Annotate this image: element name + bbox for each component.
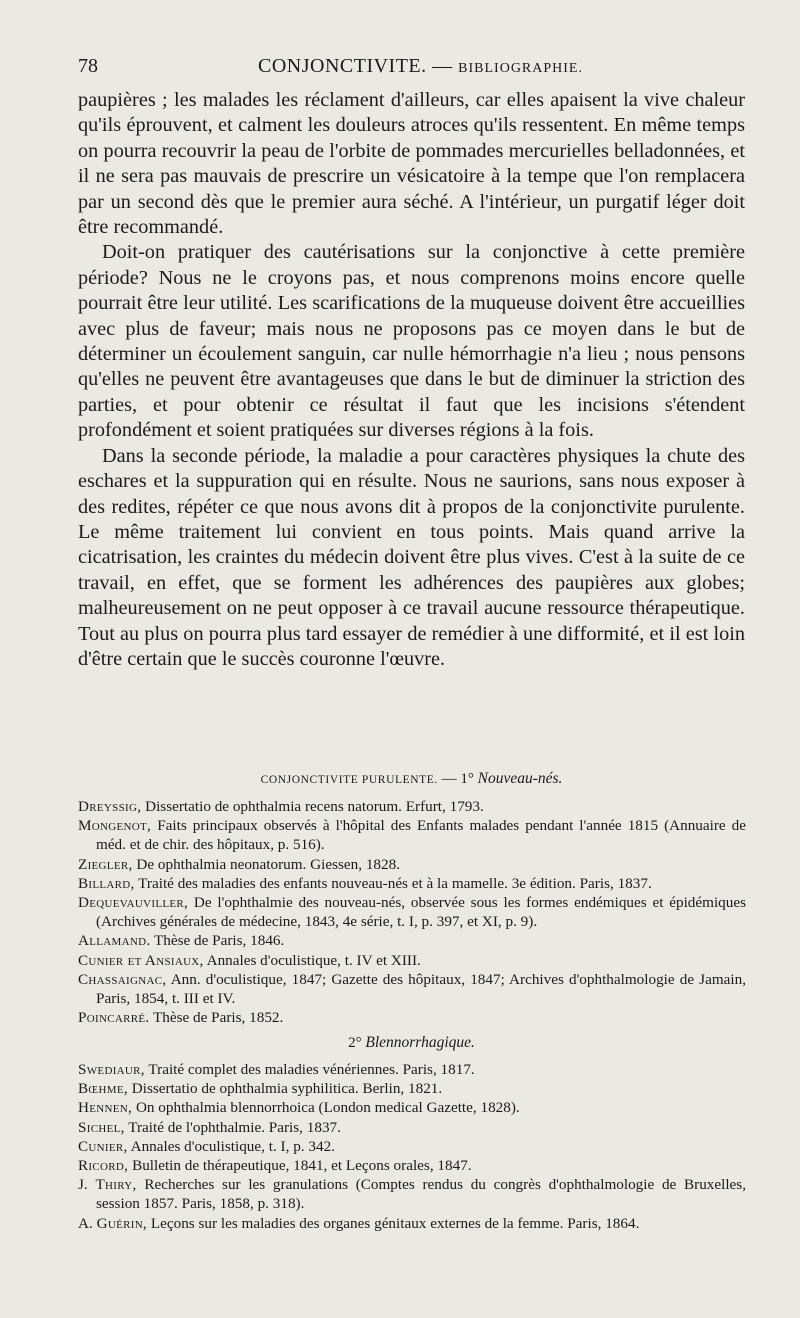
bib-author: Ziegler, (78, 855, 133, 873)
bib-entry (78, 816, 746, 854)
bib-author: Chassaignac, (78, 970, 167, 988)
paragraph-second-period: Dans la seconde période, la maladie a pour caractères physiques la chute des eschares et la suppuration qui en résulte. Nous ne saurions, sans nous exposer à des redites, répéter ce que nous avons dit à propos de la conjonctivite purulente. Le même traitement lui convient en tous points. Mais quand arrive la cicatrisation, les craintes du médecin doivent être plus vives. C'est à la suite de ce travail, en effet, que se forment les adhérences des paupières aux globes; malheureusement on ne peut opposer à ce travail aucune ressource thérapeutique. Tout au plus on pourra plus tard essayer de remédier à une difformité, et il est loin d'être certain que le succès couronne l'œuvre. (78, 444, 745, 670)
bib-entry (78, 1079, 746, 1098)
bib-author: Ricord, (78, 1157, 129, 1175)
bib-text: Dissertatio de ophthalmia syphilitica. Berlin, 1821. (127, 1080, 443, 1098)
bib-entry (78, 855, 746, 874)
bib-text: Thèse de Paris, 1852. (149, 1009, 284, 1027)
bib-text: Dissertatio de ophthalmia recens natorum. Erfurt, 1793. (141, 798, 484, 815)
bib-entry (78, 1137, 746, 1156)
bibliography-newborns (78, 797, 746, 1027)
bib-text: Recherches sur les granulations (Comptes rendus du congrès d'ophthalmologie de Bruxelles, session 1857. Paris, 1858, p. 318). (96, 1176, 747, 1213)
bib-entry (78, 1008, 746, 1027)
bib-entry (78, 1118, 746, 1137)
bib-text: Annales d'oculistique, t. I, p. 342. (127, 1137, 335, 1155)
section-heading-italic: Blennorrhagique. (365, 1034, 475, 1051)
running-title-main: CONJONCTIVITE. (258, 55, 427, 77)
bib-text: Traité de l'ophthalmie. Paris, 1837. (124, 1118, 341, 1136)
bib-entry (78, 1098, 746, 1117)
bibliography-blennorrhagic (78, 1060, 746, 1233)
bib-entry (78, 797, 746, 816)
bib-author: Hennen, (78, 1099, 133, 1117)
bib-entry (78, 893, 746, 931)
running-title (258, 55, 583, 78)
bib-author: Dreyssig, (78, 798, 142, 815)
bib-text: Traité complet des maladies vénériennes. Paris, 1817. (144, 1061, 475, 1078)
bib-author: Mongenot, (78, 817, 152, 835)
section-heading-number: 1° (460, 771, 474, 787)
bib-text: Ann. d'oculistique, 1847; Gazette des hôpitaux, 1847; Archives d'ophthalmologie de Jamain, Paris, 1854, t. III et IV. (96, 970, 746, 1008)
bib-text: On ophthalmia blennorrhoica (London medical Gazette, 1828). (132, 1099, 520, 1117)
paragraph-continuation: paupières ; les malades les réclament d'ailleurs, car elles apaisent la vive chaleur qu'ils éprouvent, et calment les douleurs atroces qu'ils ressentent. En même temps on pourra recouvrir la peau de l'orbite de pommades mercurielles belladonnées, et il ne sera pas mauvais de prescrire un vésicatoire à la tempe que l'on remplacera par un second dès que le premier aura séché. A l'intérieur, un purgatif léger doit être recommandé. (78, 89, 745, 239)
bib-initial: J. (78, 1176, 88, 1194)
bib-text: Bulletin de thérapeutique, 1841, et Leçons orales, 1847. (128, 1157, 472, 1175)
bib-author: Dequevauviller, (78, 894, 189, 912)
bib-text: Annales d'oculistique, t. IV et XIII. (203, 951, 421, 969)
section-heading-blennorrhagic (78, 1034, 745, 1052)
main-text (78, 88, 745, 672)
bib-text: Thèse de Paris, 1846. (150, 932, 285, 950)
bib-author: Sichel, (78, 1118, 125, 1136)
bib-entry (78, 1060, 746, 1079)
bib-entry (78, 1214, 746, 1233)
bib-text: De l'ophthalmie des nouveau-nés, observée sous les formes endémiques et épidémiques (Archives générales de médecine, 1843, 4e série, t. I, p. 397, et XI, p. 9). (96, 894, 746, 931)
bib-author: Thiry, (95, 1176, 137, 1194)
bib-author: Poincarré. (78, 1009, 150, 1027)
bib-entry (78, 1156, 746, 1175)
section-heading-newborns (78, 770, 745, 788)
paragraph-cauterisations: Doit-on pratiquer des cautérisations sur la conjonctive à cette première période? Nous ne le croyons pas, et nous comprenons moins encore quelle pourrait être leur utilité. Les scarifications de la muqueuse doivent être accueillies avec plus de faveur; mais nous ne proposons pas ce moyen dans le but de déterminer un écoulement sanguin, car nulle hémorrhagie n'a lieu ; nous pensons qu'elles ne peuvent être avantageuses que dans le but de diminuer la striction des parties, et pour obtenir ce résultat il faut que les incisions s'étendent profondément et soient pratiquées sur diverses régions à la fois. (78, 241, 745, 442)
running-header (78, 55, 746, 85)
bib-text: Leçons sur les maladies des organes génitaux externes de la femme. Paris, 1864. (147, 1214, 640, 1232)
section-heading-caps: CONJONCTIVITE PURULENTE. (260, 774, 438, 786)
bib-author: Bœhme, (78, 1080, 128, 1098)
bib-text: De ophthalmia neonatorum. Giessen, 1828. (132, 855, 400, 873)
bib-text: Faits principaux observés à l'hôpital des Enfants malades pendant l'année 1815 (Annuaire de méd. et de chir. des hôpitaux, p. 516). (96, 817, 746, 854)
bib-entry (78, 1175, 746, 1213)
bib-entry (78, 951, 746, 970)
bib-author: Cunier et Ansiaux, (78, 951, 204, 969)
running-title-section: BIBLIOGRAPHIE. (458, 61, 583, 76)
running-title-separator: — (432, 55, 453, 77)
section-heading-italic: Nouveau-nés. (477, 770, 563, 787)
section-heading-number: 2° (348, 1035, 362, 1051)
bib-author: Guérin, (96, 1214, 148, 1232)
bib-author: Allamand. (78, 932, 151, 950)
bib-author: Swediaur, (78, 1061, 145, 1078)
section-heading-separator: — (441, 771, 457, 787)
bib-text: Traité des maladies des enfants nouveau-nés et à la mamelle. 3e édition. Paris, 1837. (134, 874, 652, 892)
page-number: 78 (78, 55, 98, 77)
bib-entry (78, 970, 746, 1008)
bib-author: Billard, (78, 874, 135, 892)
bib-entry (78, 874, 746, 893)
bib-author: Cunier, (78, 1137, 128, 1155)
bib-initial: A. (78, 1214, 93, 1232)
bib-entry (78, 931, 746, 950)
